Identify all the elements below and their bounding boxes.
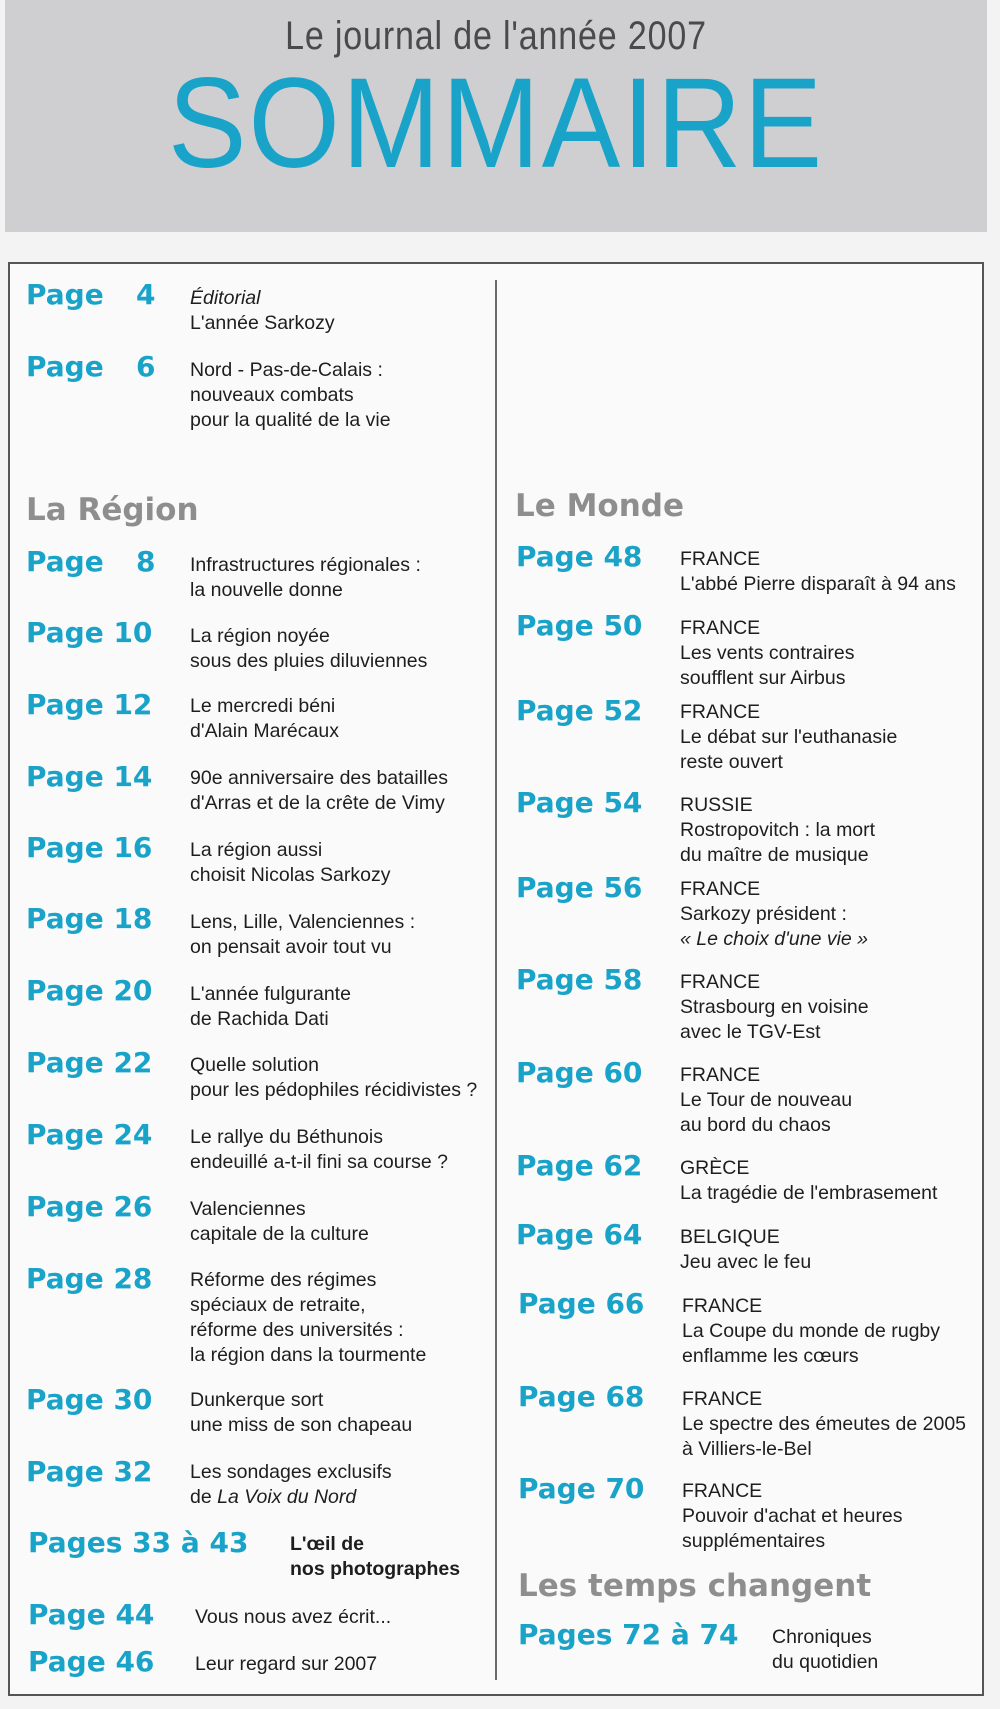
entry-description: Éditorial L'année Sarkozy xyxy=(190,287,335,334)
column-divider xyxy=(495,280,497,1680)
entry-page-label: Page 26 xyxy=(26,1190,153,1223)
entry-page-label: Page 70 xyxy=(518,1472,645,1505)
section-heading-temps: Les temps changent xyxy=(518,1568,872,1604)
entry-page-label: Page 64 xyxy=(516,1218,643,1251)
entry-description: Réforme des régimes spéciaux de retraite, réforme des universités : la région dans la tourmente xyxy=(190,1269,427,1366)
entry-description: Le mercredi béni d'Alain Marécaux xyxy=(190,695,339,742)
entry-description: Les sondages exclusifs de La Voix du Nord xyxy=(190,1461,392,1508)
journal-subtitle: Le journal de l'année 2007 xyxy=(285,14,707,58)
entry-page-label: Page 32 xyxy=(26,1455,153,1488)
entry-page-label: Page 62 xyxy=(516,1149,643,1182)
page-title: SOMMAIRE xyxy=(168,52,824,195)
entry-description: FRANCE Les vents contraires soufflent sur Airbus xyxy=(680,617,855,689)
entry-description: L'œil de nos photographes xyxy=(290,1533,461,1580)
entry-page-label: Page 8 xyxy=(26,545,156,578)
entry-description: Lens, Lille, Valenciennes : on pensait avoir tout vu xyxy=(190,911,416,958)
entry-description: FRANCE La Coupe du monde de rugby enflamme les cœurs xyxy=(682,1295,941,1367)
entry-description: Infrastructures régionales : la nouvelle donne xyxy=(190,554,421,601)
entry-page-label: Pages 33 à 43 xyxy=(28,1526,249,1559)
entry-page-label: Page 68 xyxy=(518,1380,645,1413)
entry-page-label: Page 30 xyxy=(26,1383,153,1416)
entry-description: FRANCE Le débat sur l'euthanasie reste ouvert xyxy=(680,701,898,773)
entry-page-label: Page 56 xyxy=(516,871,643,904)
entry-page-label: Page 52 xyxy=(516,694,643,727)
entry-description: BELGIQUE Jeu avec le feu xyxy=(680,1226,812,1273)
entry-description: Dunkerque sort une miss de son chapeau xyxy=(190,1389,413,1436)
entry-page-label: Page 44 xyxy=(28,1598,155,1631)
entry-description: Chroniques du quotidien xyxy=(772,1626,879,1673)
entry-description: Leur regard sur 2007 xyxy=(195,1653,378,1675)
section-heading-monde: Le Monde xyxy=(515,488,685,524)
entry-page-label: Page 16 xyxy=(26,831,153,864)
entry-page-label: Page 60 xyxy=(516,1056,643,1089)
entry-page-label: Page 58 xyxy=(516,963,643,996)
entry-description: Quelle solution pour les pédophiles récidivistes ? xyxy=(190,1054,478,1101)
entry-page-label: Page 50 xyxy=(516,609,643,642)
entry-page-label: Page 24 xyxy=(26,1118,153,1151)
header-banner xyxy=(5,0,987,232)
entry-page-label: Page 12 xyxy=(26,688,153,721)
entry-page-label: Page 46 xyxy=(28,1645,155,1678)
entry-description: FRANCE Pouvoir d'achat et heures supplémentaires xyxy=(682,1480,903,1552)
entry-page-label: Page 22 xyxy=(26,1046,153,1079)
entry-description: La région noyée sous des pluies diluviennes xyxy=(190,625,428,672)
entry-description: 90e anniversaire des batailles d'Arras et de la crête de Vimy xyxy=(190,767,448,814)
entry-description: FRANCE L'abbé Pierre disparaît à 94 ans xyxy=(680,548,956,595)
entry-description: La région aussi choisit Nicolas Sarkozy xyxy=(190,839,391,886)
entry-page-label: Page 6 xyxy=(26,350,156,383)
entry-page-label: Page 18 xyxy=(26,902,153,935)
entry-page-label: Page 28 xyxy=(26,1262,153,1295)
entry-page-label: Page 20 xyxy=(26,974,153,1007)
entry-page-label: Page 54 xyxy=(516,786,643,819)
entry-description: Valenciennes capitale de la culture xyxy=(190,1198,369,1245)
section-heading-region: La Région xyxy=(26,492,199,528)
entry-page-label: Page 10 xyxy=(26,616,153,649)
entry-description: FRANCE Sarkozy président : « Le choix d'une vie » xyxy=(680,878,869,950)
entry-description: FRANCE Strasbourg en voisine avec le TGV-Est xyxy=(680,971,869,1043)
entry-description: Vous nous avez écrit... xyxy=(195,1606,392,1628)
entry-description: Le rallye du Béthunois endeuillé a-t-il fini sa course ? xyxy=(190,1126,448,1173)
entry-page-label: Page 48 xyxy=(516,540,643,573)
entry-description: Nord - Pas-de-Calais : nouveaux combats pour la qualité de la vie xyxy=(190,359,391,431)
entry-description: FRANCE Le Tour de nouveau au bord du chaos xyxy=(680,1064,853,1136)
entry-description: L'année fulgurante de Rachida Dati xyxy=(190,983,351,1030)
entry-page-label: Page 14 xyxy=(26,760,153,793)
entry-description: RUSSIE Rostropovitch : la mort du maître de musique xyxy=(680,794,876,866)
entry-page-label: Page 4 xyxy=(26,278,156,311)
entry-page-label: Page 66 xyxy=(518,1287,645,1320)
entry-description: FRANCE Le spectre des émeutes de 2005 à Villiers-le-Bel xyxy=(682,1388,967,1460)
entry-page-label: Pages 72 à 74 xyxy=(518,1618,739,1651)
entry-description: GRÈCE La tragédie de l'embrasement xyxy=(680,1157,938,1204)
